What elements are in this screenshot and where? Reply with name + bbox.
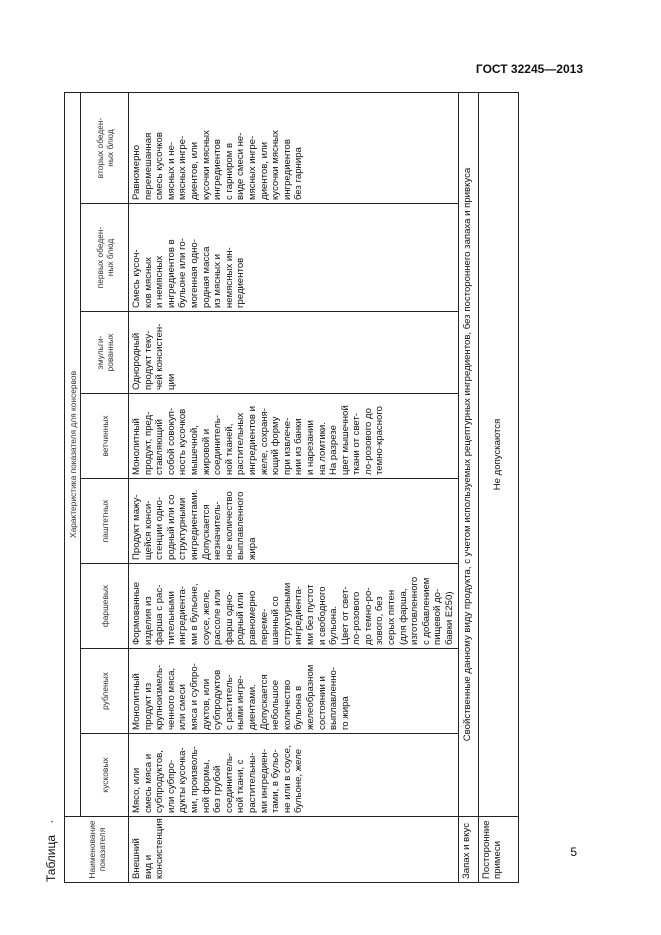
subheader-pashtetnye: паштетных [81,479,129,564]
header-group: Характеристика показателя для консервов [65,92,81,816]
characteristics-table [64,92,519,883]
table-row [478,92,518,882]
subheader-emulgirovannye: эмульги- рованных [81,312,129,394]
cell-pervye-blyuda: Смесь кусоч- ков мясных и немясных ингредиентов в бульоне или го- могенная одно- родная масса из мясных и немясных ин- гредиентов [129,204,459,312]
cell-impurities: Не допускаются [478,92,518,816]
subheader-farshevye: фаршевых [81,564,129,649]
rotated-table-area [40,93,510,883]
table-row [129,92,459,882]
subheader-kuskovye: кусковых [81,734,129,817]
table-header-row-2 [81,92,129,882]
cell-emulgirovannye: Однородный продукт теку- чей консистен- ции [129,312,459,394]
row-name-appearance: Внешний вид и консистенция [129,817,459,883]
cell-vetchinnye: Монолитный продукт, пред- ставляющий собой совокуп- ность кусочков мышечной, жировой и соединитель- ной тканей, растительных ингредиентов и желе, сохраня- ющий форму при извлече- нии из банки и нарезании на ломтики. На разрезе цвет мышечной ткани от свет- ло-розового до темно-красного [129,394,459,479]
table-header-row-1 [65,92,81,882]
row-name-impurities: Посторонние примеси [478,817,518,883]
cell-vtorye-blyuda: Равномерно перемешанная смесь кусочков мясных и не- мясных ингре- диентов, или кусочки мясных ингредиентов с гарниром в виде смеси не- мясных ингре- диентов, или кусочки мясных ингредиентов без гарнира [129,92,459,203]
table-label [40,820,62,882]
document-standard-number: ГОСТ 32245—2013 [475,62,583,76]
cell-rublenye: Монолитный продукт из крупноизмель- ченного мяса, или смеси мяса и субпро- дуктов, или субпродуктов с раститель- ными ингре- диентами. Допускается небольшое количество бульона в желеобразном состоянии и выплавленно- го жира [129,649,459,734]
rotated-table-content [40,93,510,883]
subheader-vetchinnye: ветчинных [81,394,129,479]
subheader-vtorye-blyuda: вторых обеден- ных блюд [81,92,129,203]
cell-kuskovye: Мясо, или смесь мяса и субпродуктов, или субпро- дукты кусочка- ми, произволь- ной формы, без грубой соединитель- ной ткани, с растительны- ми ингредиен- тами, в бульо- не или в соусе, бульоне, желе [129,734,459,817]
table-row [458,92,478,882]
subheader-rublenye: рубленых [81,649,129,734]
cell-pashtetnye: Продукт мажу- щейся конси- стенции одно- родный или со структурными ингредиентами. Допускается незначитель- ное количество выплавленного жира [129,479,459,564]
header-indicator-name: Наименование показателя [65,817,129,883]
table-label-mark: · [44,819,58,824]
cell-farshevye: Формованные изделия из фарша с рас- тительными ингредиента- ми в бульоне, соусе, желе, рассоле или фарш одно- родный или равномерно переме- шанный со структурными ингредиента- ми без пустот и свободного бульона. Цвет от свет- ло-розового до темно-ро- зового, без серых пятен (для фарша, изготовленного с добавлением пищевой до- бавки Е250) [129,564,459,649]
subheader-pervye-blyuda: первых обеден- ных блюд [81,204,129,312]
table-label-text: Таблица [44,834,58,882]
page-number: 5 [570,845,577,859]
row-name-smell-taste: Запах и вкус [458,817,478,883]
cell-smell-taste: Свойственные данному виду продукта, с учетом используемых рецептурных ингредиентов, без постороннего запаха и привкуса [458,92,478,816]
